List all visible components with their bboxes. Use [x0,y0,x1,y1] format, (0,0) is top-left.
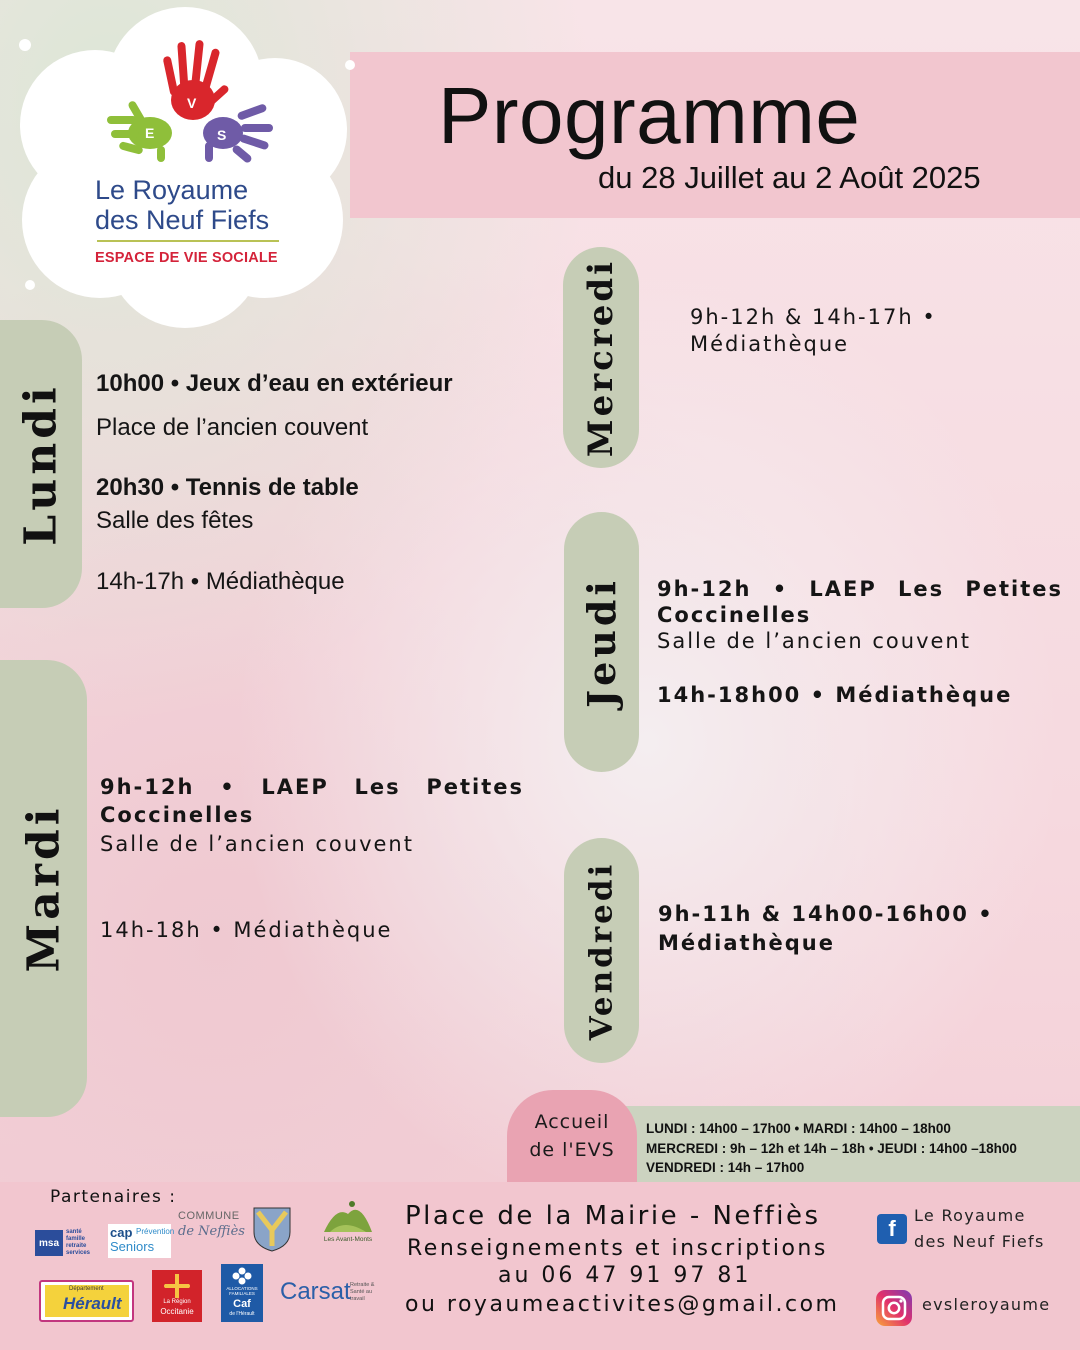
hand-letter-s: S [217,127,227,143]
caf-flower-icon [232,1267,252,1285]
word: LAEP [261,775,329,799]
tab-lundi [0,320,82,608]
mercredi-location-1: Médiathèque [690,332,850,356]
day-label-mercredi: Mercredi [581,258,621,457]
hand-letter-e: E [145,125,155,141]
word: Petites [965,577,1063,601]
word: 9h-12h [100,775,195,799]
jeudi-activity-2: 14h-18h00 • Médiathèque [657,683,1013,707]
carsat-logo [280,1276,376,1312]
commune-neffies-logo [178,1210,250,1250]
herault-text: Hérault [63,1294,122,1313]
caf-logo [221,1264,263,1322]
accueil-label-line1: Accueil [534,1111,610,1133]
avant-monts-logo [318,1196,378,1250]
msa-sub-line: services [66,1250,91,1256]
msa-mark: msa [35,1230,63,1256]
seniors-text: Seniors [110,1239,155,1254]
logo-divider [97,240,279,242]
vendredi-activity-1: 9h-11h & 14h00-16h00 • [658,902,994,926]
caf-text: de l'Hérault [229,1311,255,1317]
day-label-vendredi: Vendredi [583,861,620,1040]
footer-address: Place de la Mairie - Neffiès [405,1201,821,1231]
tab-vendredi [564,838,639,1063]
herault-logo [39,1280,134,1322]
instagram-icon[interactable] [876,1290,912,1326]
lundi-location-2: Salle des fêtes [96,507,254,534]
instagram-handle[interactable]: evsleroyaume [922,1295,1051,1314]
occitanie-text: Occitanie [160,1307,194,1316]
logo-name-line2: des Neuf Fiefs [95,205,270,235]
logo-tagline: ESPACE DE VIE SOCIALE [95,250,278,266]
occitanie-cross-icon [164,1274,190,1298]
purple-hand-icon [203,103,273,163]
footer-email: ou royaumeactivites@gmail.com [405,1292,840,1317]
logo-name [95,175,295,235]
hand-letter-v: V [187,95,197,111]
mardi-activity-1 [100,775,524,799]
tab-jeudi [564,512,639,772]
jeudi-location-1: Salle de l’ancien couvent [657,629,971,653]
tab-mercredi [563,247,639,468]
caf-text: Caf [233,1298,251,1310]
jeudi-activity-1 [657,577,1063,601]
lundi-activity-3: 14h-17h • Médiathèque [96,568,345,595]
green-hand-icon [107,100,172,162]
accueil-label-line2: de l'EVS [529,1139,615,1161]
cap-text: cap [110,1225,133,1240]
accueil-hours-line1: LUNDI : 14h00 – 17h00 • MARDI : 14h00 – 18h00 [646,1121,951,1136]
word: Les [897,577,945,601]
lundi-location-1: Place de l’ancien couvent [96,414,369,441]
day-label-jeudi: Jeudi [579,576,625,708]
date-range: du 28 Juillet au 2 Août 2025 [598,160,981,195]
caf-text: ALLOCATIONS [226,1286,258,1291]
caf-text: FAMILIALES [229,1291,255,1296]
occitanie-logo [152,1270,202,1322]
hands-logo-icon [105,38,275,163]
msa-sub-line: santé [66,1229,82,1235]
msa-sub-line: famille [66,1236,86,1242]
accueil-badge [507,1090,637,1182]
msa-subtitle [66,1229,90,1257]
word: Les [354,775,401,799]
mardi-location-1: Salle de l’ancien couvent [100,832,414,856]
footer-info-line1: Renseignements et inscriptions [407,1236,828,1261]
partners-label: Partenaires : [50,1187,177,1207]
facebook-page[interactable] [914,1203,1045,1255]
page-title: Programme [438,71,861,160]
neffies-crest-icon [252,1206,292,1252]
prevention-text: Prévention [136,1227,175,1236]
word: • [772,577,789,601]
tab-mardi [0,660,87,1117]
lundi-activity-2: 20h30 • Tennis de table [96,474,359,501]
facebook-icon[interactable]: f [877,1214,907,1244]
region-text: La Région [163,1299,191,1305]
carsat-text: Carsat [280,1278,351,1305]
msa-sub-line: retraite [66,1243,87,1249]
logo-name-line1: Le Royaume [95,175,249,205]
word: 9h-12h [657,577,752,601]
carsat-subtitle: Retraite & Santé au travail [350,1282,375,1302]
day-label-mardi: Mardi [18,804,70,973]
lundi-activity-1: 10h00 • Jeux d’eau en extérieur [96,370,453,397]
word: • [220,775,236,799]
mardi-activity-1-cont: Coccinelles [100,803,255,827]
jeudi-activity-1-cont: Coccinelles [657,603,812,627]
mercredi-activity-1: 9h-12h & 14h-17h • [690,305,937,329]
avant-monts-hills-icon [322,1196,374,1236]
msa-logo [35,1228,101,1258]
departement-text: Département [69,1286,104,1292]
vendredi-location-1: Médiathèque [658,931,835,955]
neffies-text: de Neffiès [178,1224,245,1239]
word: LAEP [809,577,877,601]
accueil-hours-line2: MERCREDI : 9h – 12h et 14h – 18h • JEUDI : 14h00 –18h00 [646,1141,1017,1156]
facebook-name-line1: Le Royaume [914,1206,1026,1225]
mardi-activity-2: 14h-18h • Médiathèque [100,918,393,942]
avant-monts-text: Les Avant-Monts [323,1236,373,1243]
word: Petites [426,775,524,799]
commune-text: COMMUNE [178,1210,240,1222]
footer-phone: au 06 47 91 97 81 [498,1263,752,1288]
accueil-hours-line3: VENDREDI : 14h – 17h00 [646,1160,805,1175]
cap-prevention-seniors-logo [108,1224,175,1258]
facebook-name-line2: des Neuf Fiefs [914,1232,1045,1251]
day-label-lundi: Lundi [15,382,67,546]
